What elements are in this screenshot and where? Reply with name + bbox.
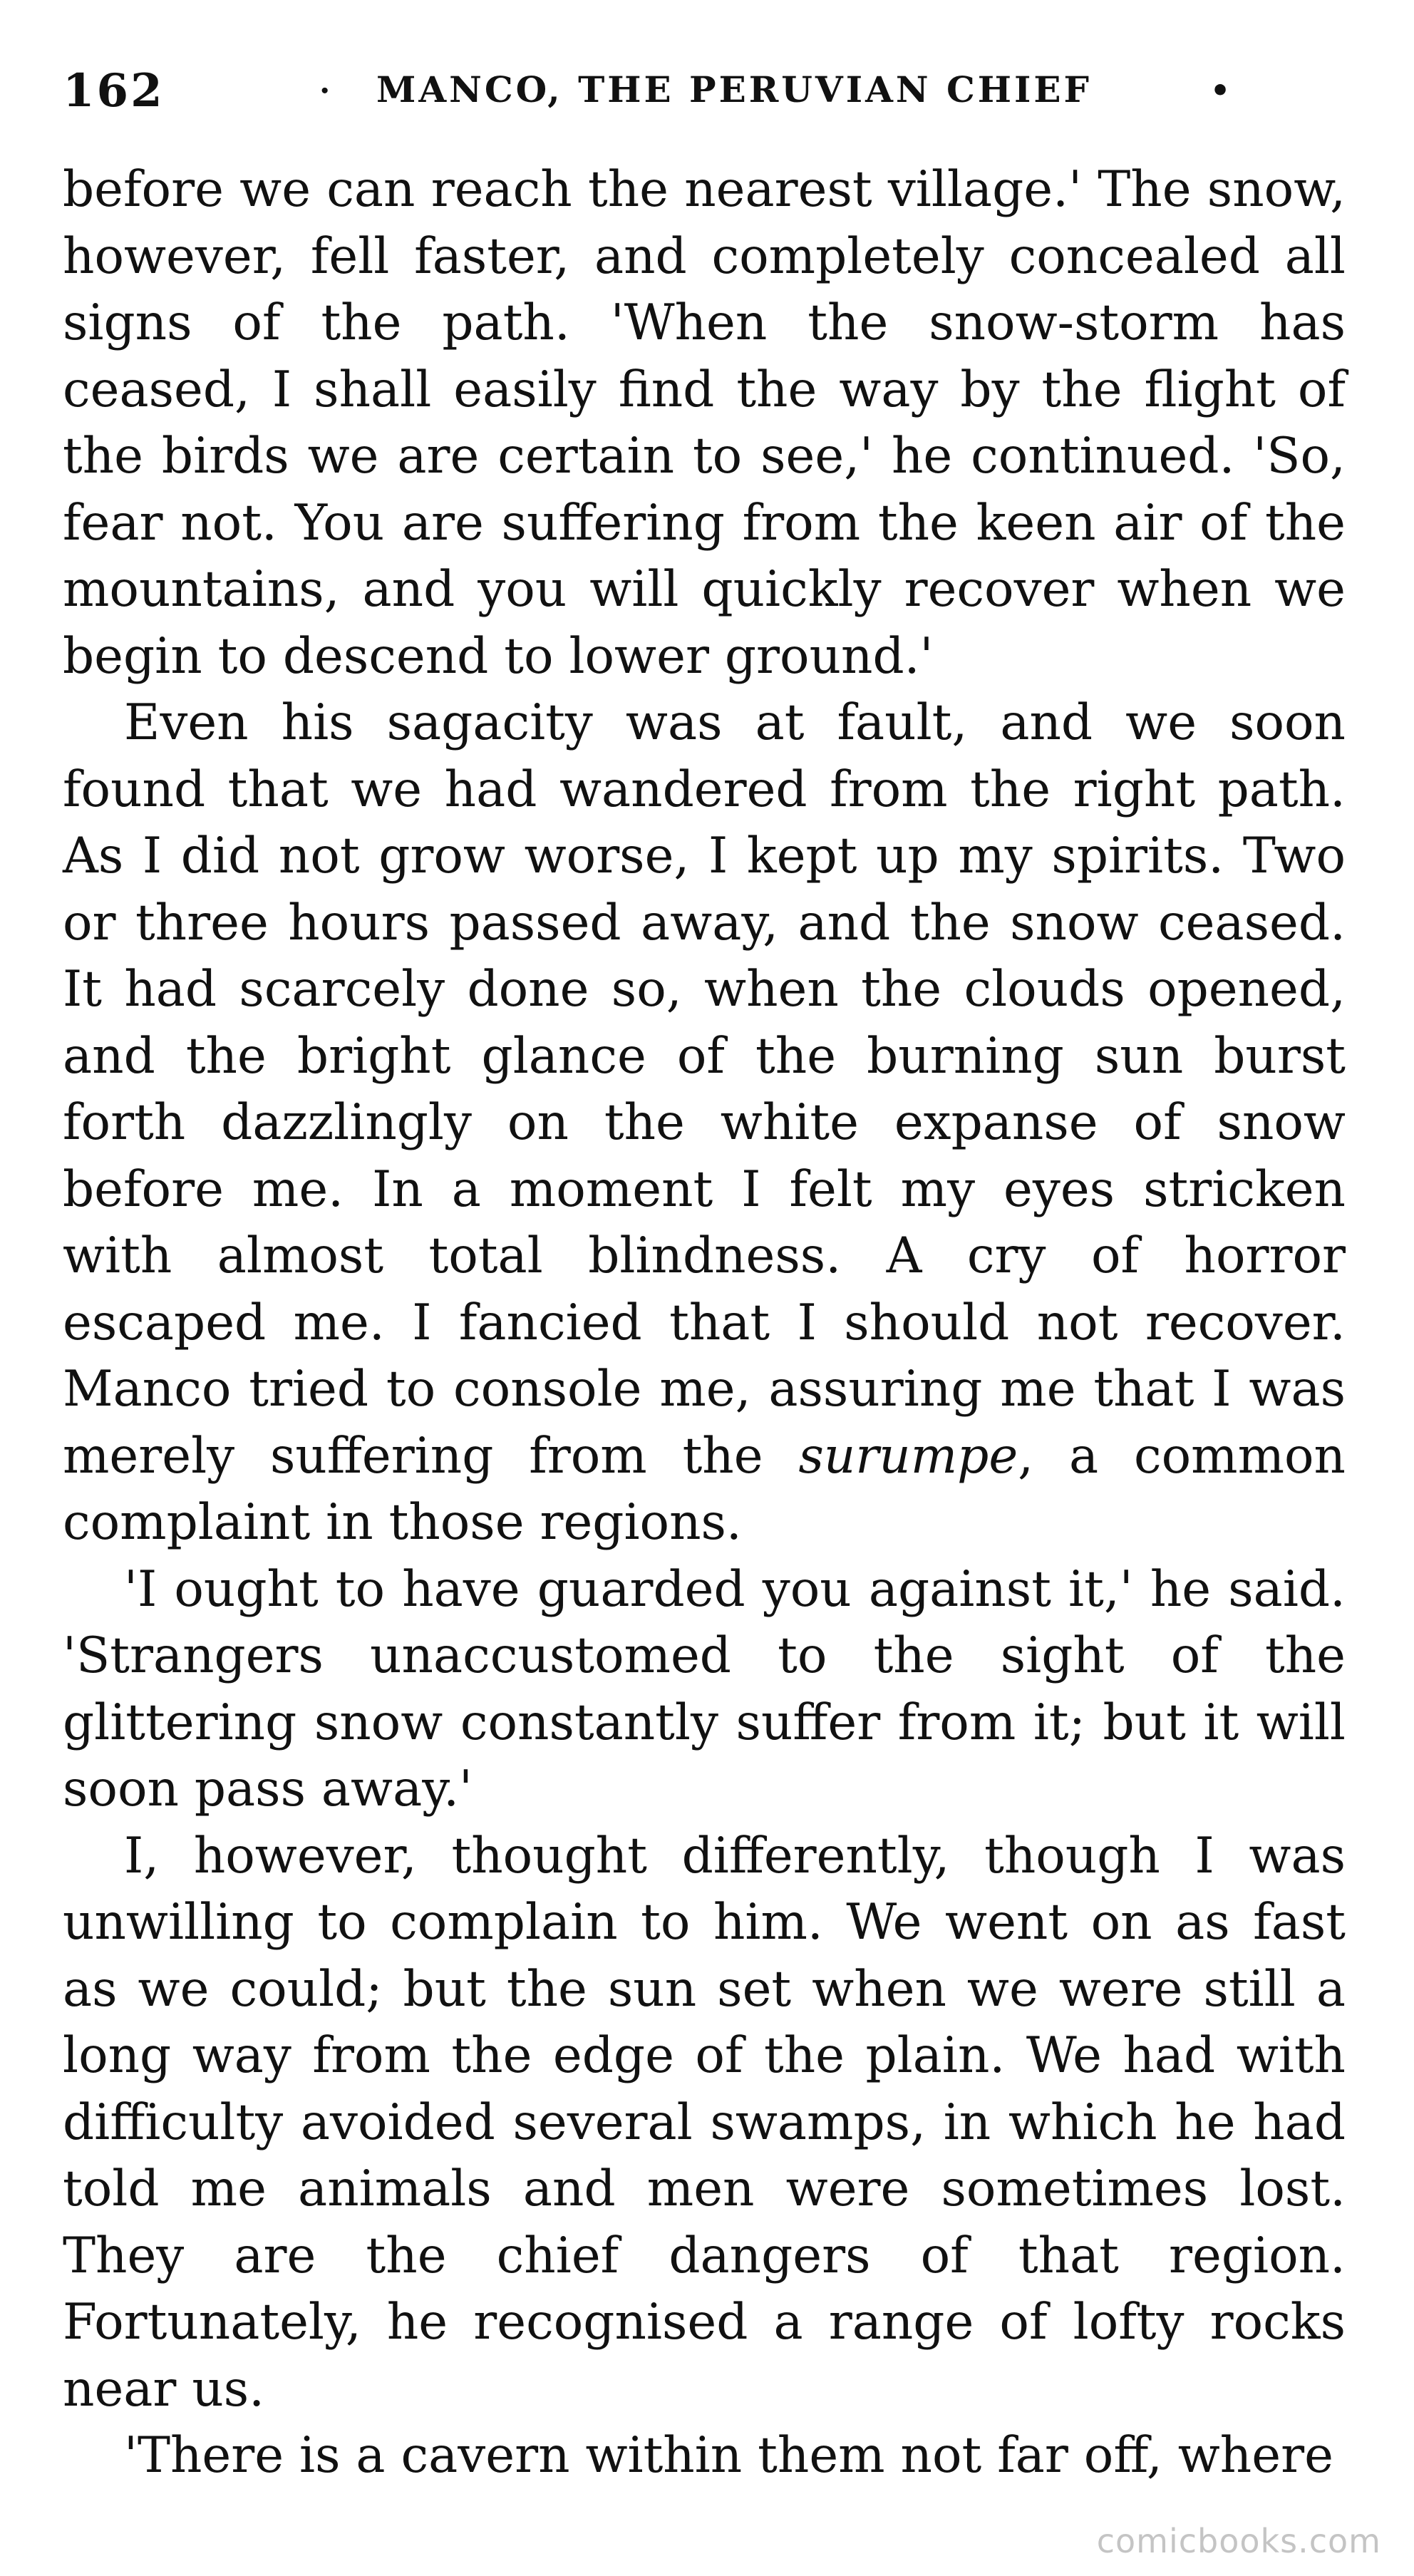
paragraph-4 bbox=[63, 1823, 1346, 2423]
paragraph-text-tail: , a common complaint in those regions. bbox=[63, 1427, 1346, 1551]
running-title: MANCO, THE PERUVIAN CHIEF bbox=[376, 68, 1093, 110]
paragraph-text: Even his sagacity was at fault, and we soon found that we had wandered from the right path. As I did not grow worse, I kept up my spirits. Two or three hours passed away, and the snow ceased. It had scarcely done so, when the clouds opened, and the bright glance of the burning sun burst forth dazzlingly on the white expanse of snow before me. In a moment I felt my eyes stricken with almost total blindness. A cry of horror escaped me. I fancied that I should not recover. Manco tried to console me, assuring me that I was merely suffering from the bbox=[63, 694, 1346, 1485]
body-text bbox=[63, 157, 1346, 2490]
paragraph-text: before we can reach the nearest village.' The snow, however, fell faster, and completely concealed all signs of the path. 'When the snow-storm has ceased, I shall easily find the way by the flight of the birds we are certain to see,' he continued. 'So, fear not. You are suffering from the keen air of the mountains, and you will quickly recover when we begin to descend to lower ground.' bbox=[63, 161, 1346, 685]
book-page bbox=[63, 64, 1346, 2490]
italic-term: surumpe bbox=[798, 1427, 1018, 1485]
header-ornament-left: · bbox=[319, 73, 333, 109]
page-number: 162 bbox=[63, 64, 165, 118]
running-header bbox=[63, 64, 1346, 150]
paragraph-text: 'There is a cavern within them not far off, where bbox=[124, 2427, 1333, 2484]
paragraph-text: 'I ought to have guarded you against it,' he said. 'Strangers unaccustomed to the sight of the glittering snow constantly suffer from it; but it will soon pass away.' bbox=[63, 1560, 1346, 1818]
paragraph-3 bbox=[63, 1557, 1346, 1823]
watermark: comicbooks.com bbox=[1096, 2522, 1381, 2560]
header-ornament-right: • bbox=[1210, 73, 1233, 109]
paragraph-2 bbox=[63, 690, 1346, 1557]
paragraph-5 bbox=[63, 2423, 1346, 2490]
paragraph-text: I, however, thought differently, though I was unwilling to complain to him. We went on as fast as we could; but the sun set when we were still a long way from the edge of the plain. We had with difficulty avoided several swamps, in which he had told me animals and men were sometimes lost. They are the chief dangers of that region. Fortunately, he recognised a range of lofty rocks near us. bbox=[63, 1827, 1346, 2418]
paragraph-1 bbox=[63, 157, 1346, 690]
